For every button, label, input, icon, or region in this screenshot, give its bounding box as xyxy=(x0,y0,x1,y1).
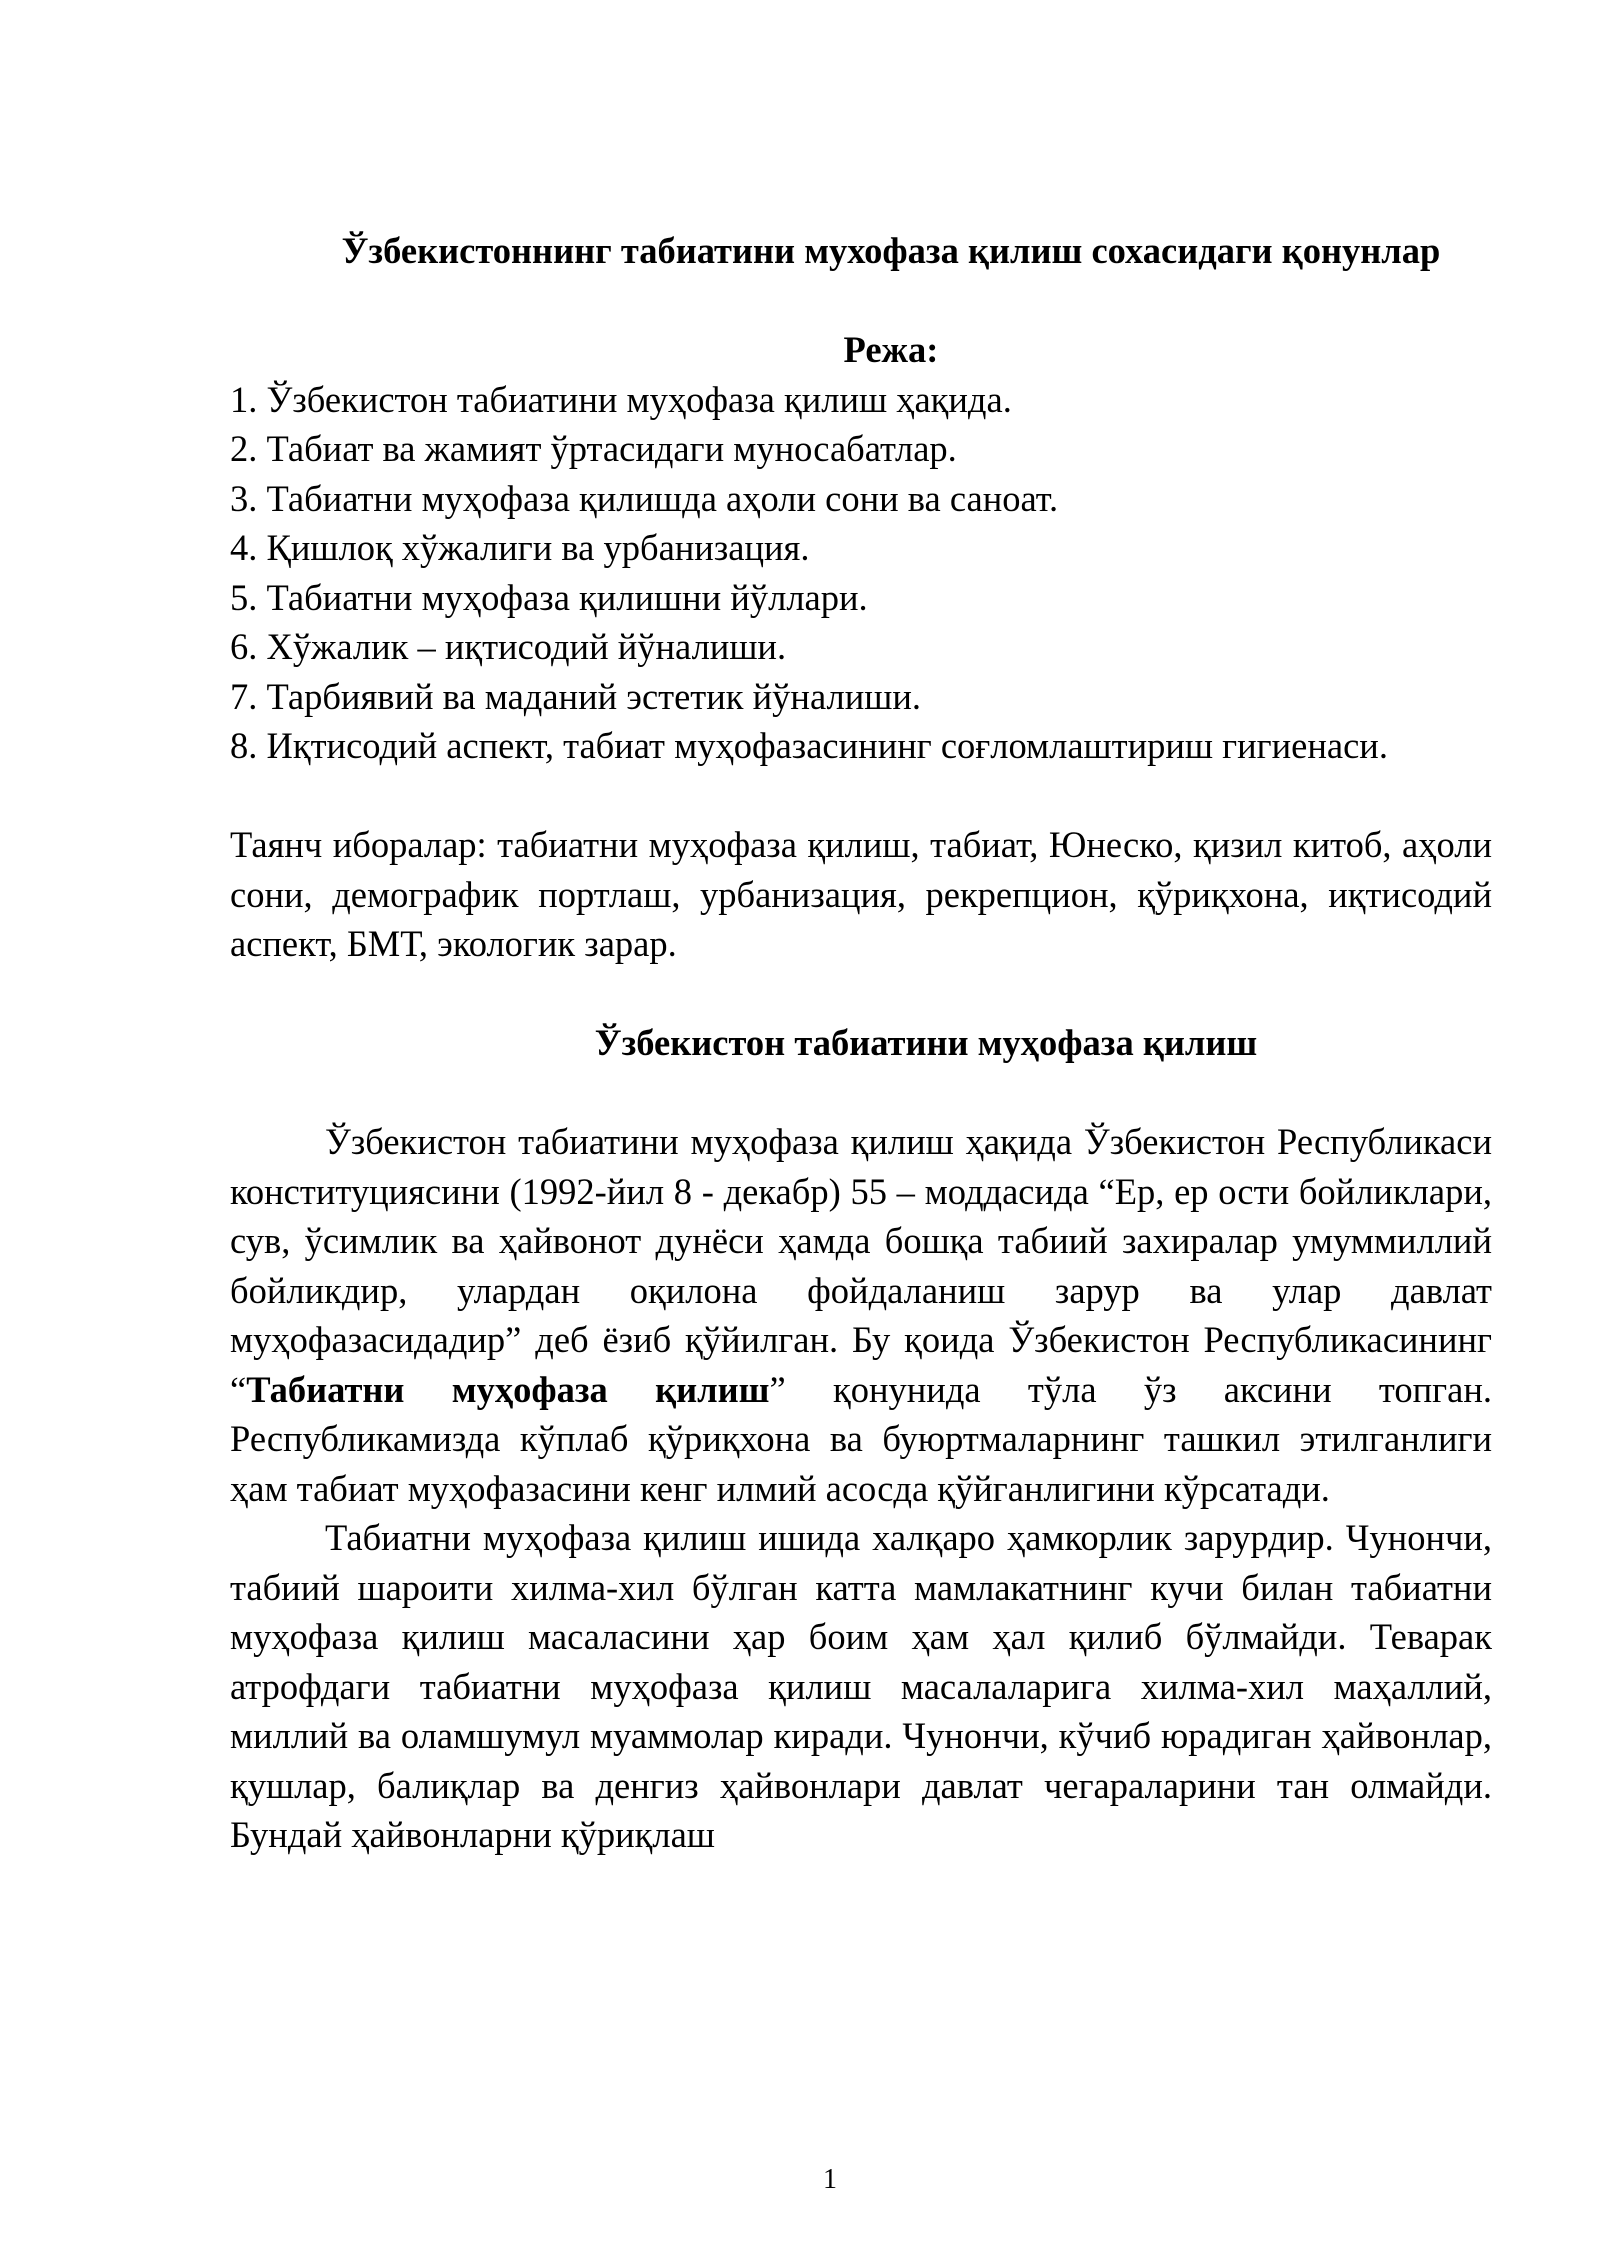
spacer xyxy=(230,1068,1492,1118)
plan-list xyxy=(230,375,1492,771)
plan-item: 2. Табиат ва жамият ўртасидаги муносабатлар. xyxy=(230,428,957,469)
body-paragraph-2: Табиатни муҳофаза қилиш ишида халқаро ҳамкорлик зарурдир. Чунончи, табиий шароити хилма-хил бўлган катта мамлакатнинг кучи билан табиатни муҳофаза қилиш масаласини ҳар боим ҳам ҳал қилиб бўлмайди. Теварак атрофдаги табиатни муҳофаза қилиш масалаларига хилма-хил маҳаллий, миллий ва оламшумул муаммолар киради. Чунончи, кўчиб юрадиган ҳайвонлар, қушлар, балиқлар ва денгиз ҳайвонлари давлат чегараларини тан олмайди. Бундай ҳайвонларни қўриқлаш xyxy=(230,1517,1492,1855)
law-title-bold: Табиатни муҳофаза қилиш xyxy=(246,1368,770,1410)
plan-item: 6. Хўжалик – иқтисодий йўналиши. xyxy=(230,626,787,667)
plan-item: 4. Қишлоқ хўжалиги ва урбанизация. xyxy=(230,527,810,568)
page-number: 1 xyxy=(823,2164,837,2195)
plan-item: 1. Ўзбекистон табиатини муҳофаза қилиш ҳақида. xyxy=(230,378,1012,420)
document-title: Ўзбекистоннинг табиатини мухофаза қилиш сохасидаги қонунлар xyxy=(341,230,1441,271)
body-paragraph-1 xyxy=(230,1117,1492,1513)
document-content xyxy=(230,226,1492,1860)
plan-heading: Режа: xyxy=(843,329,939,370)
spacer xyxy=(230,771,1492,821)
plan-item: 5. Табиатни муҳофаза қилишни йўллари. xyxy=(230,576,868,618)
plan-item: 3. Табиатни муҳофаза қилишда аҳоли сони ва саноат. xyxy=(230,477,1059,519)
plan-item: 8. Иқтисодий аспект, табиат муҳофазасининг соғломлаштириш гигиенаси. xyxy=(230,725,1388,766)
section-heading: Ўзбекистон табиатини муҳофаза қилиш xyxy=(594,1022,1258,1063)
plan-item: 7. Тарбиявий ва маданий эстетик йўналиши. xyxy=(230,675,921,717)
spacer xyxy=(230,276,1492,326)
paragraph-text: Ўзбекистон табиатини муҳофаза қилиш ҳақида Ўзбекистон Республикаси конституциясини (1992-йил 8 - декабр) 55 – моддасида “Ер, ер ости бойликлари, сув, ўсимлик ва ҳайвонот дунёси ҳамда бошқа табиий захиралар умуммиллий бойликдир, улардан оқилона фойдаланиш зарур ва улар давлат муҳофазасидадир” деб ёзиб қўйилган. Бу қоида Ўзбекистон Республикасининг “ xyxy=(230,1121,1492,1410)
spacer xyxy=(230,969,1492,1019)
paragraph-text: ” қонунида тўла ўз аксини топган. Республикамизда кўплаб қўриқхона ва буюртмаларнинг ташкил этилганлиги ҳам табиат муҳофазасини кенг илмий асосда қўйганлигини кўрсатади. xyxy=(230,1368,1493,1509)
keywords-paragraph: Таянч иборалар: табиатни муҳофаза қилиш, табиат, Юнеско, қизил китоб, аҳоли сони, демографик портлаш, урбанизация, рекрепцион, қўриқхона, иқтисодий аспект, БМТ, экологик зарар. xyxy=(230,824,1492,964)
